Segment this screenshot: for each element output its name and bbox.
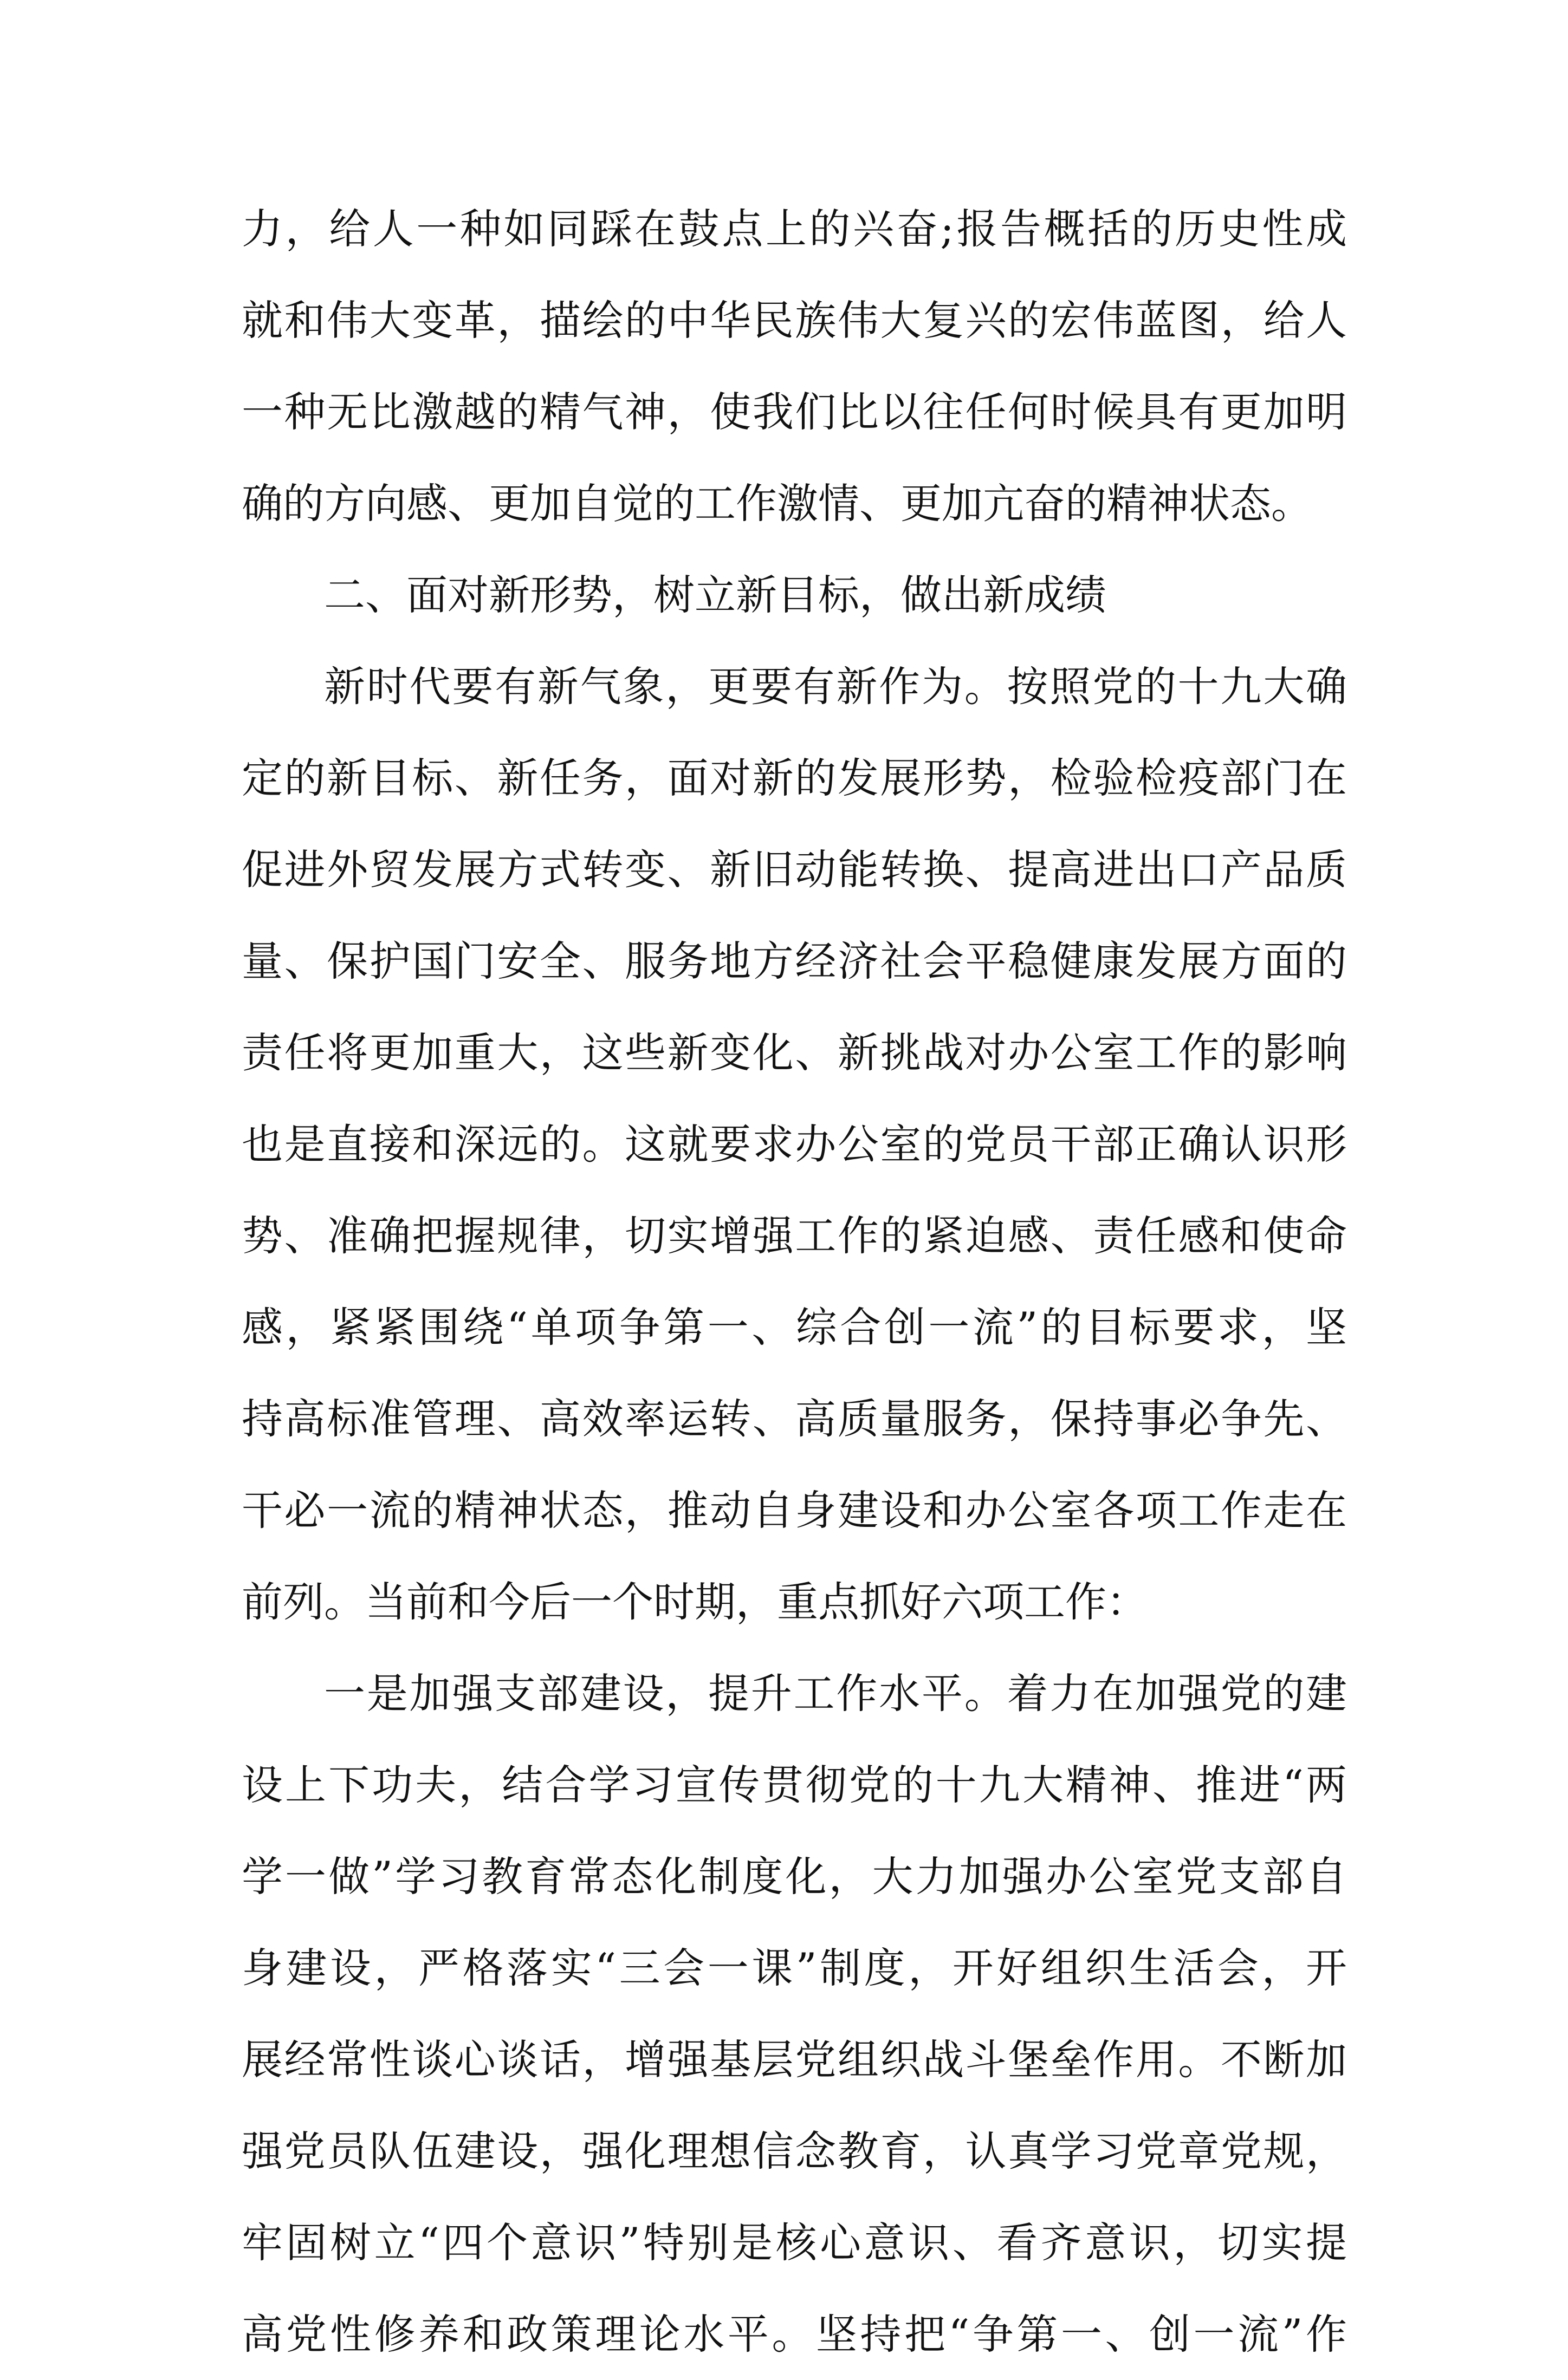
text-line: 学一做”学习教育常态化制度化，大力加强办公室党支部自 (242, 1852, 1347, 1901)
text-line: 促进外贸发展方式转变、新旧动能转换、提高进出口产品质 (242, 846, 1347, 894)
text-line: 强党员队伍建设，强化理想信念教育，认真学习党章党规， (242, 2127, 1347, 2175)
text-line: 就和伟大变革，描绘的中华民族伟大复兴的宏伟蓝图，给人 (242, 296, 1347, 344)
text-line: 干必一流的精神状态，推动自身建设和办公室各项工作走在 (242, 1486, 1347, 1534)
text-line: 责任将更加重大，这些新变化、新挑战对办公室工作的影响 (242, 1029, 1347, 1077)
text-line: 高党性修养和政策理论水平。坚持把“争第一、创一流”作 (242, 2310, 1347, 2358)
text-line: 一是加强支部建设，提升工作水平。着力在加强党的建 (324, 1669, 1347, 1718)
text-line: 量、保护国门安全、服务地方经济社会平稳健康发展方面的 (242, 937, 1347, 985)
text-line: 牢固树立“四个意识”特别是核心意识、看齐意识，切实提 (242, 2219, 1347, 2267)
text-line: 定的新目标、新任务，面对新的发展形势，检验检疫部门在 (242, 754, 1347, 802)
text-line: 前列。当前和今后一个时期，重点抓好六项工作： (242, 1578, 1148, 1626)
text-line: 感，紧紧围绕“单项争第一、综合创一流”的目标要求，坚 (242, 1303, 1347, 1351)
text-line: 确的方向感、更加自觉的工作激情、更加亢奋的精神状态。 (242, 479, 1312, 528)
body-text (242, 183, 1347, 2380)
text-line: 一种无比激越的精气神，使我们比以往任何时候具有更加明 (242, 388, 1347, 436)
text-line: 持高标准管理、高效率运转、高质量服务，保持事必争先、 (242, 1395, 1347, 1443)
text-line: 新时代要有新气象，更要有新作为。按照党的十九大确 (324, 662, 1347, 711)
text-line: 力，给人一种如同踩在鼓点上的兴奋;报告概括的历史性成 (242, 205, 1347, 253)
text-line: 势、准确把握规律，切实增强工作的紧迫感、责任感和使命 (242, 1212, 1347, 1260)
text-line: 也是直接和深远的。这就要求办公室的党员干部正确认识形 (242, 1120, 1347, 1168)
text-line: 设上下功夫，结合学习宣传贯彻党的十九大精神、推进“两 (242, 1761, 1347, 1809)
text-line: 二、面对新形势，树立新目标，做出新成绩 (324, 571, 1106, 619)
text-line: 身建设，严格落实“三会一课”制度，开好组织生活会，开 (242, 1944, 1347, 1992)
text-line: 展经常性谈心谈话，增强基层党组织战斗堡垒作用。不断加 (242, 2036, 1347, 2084)
